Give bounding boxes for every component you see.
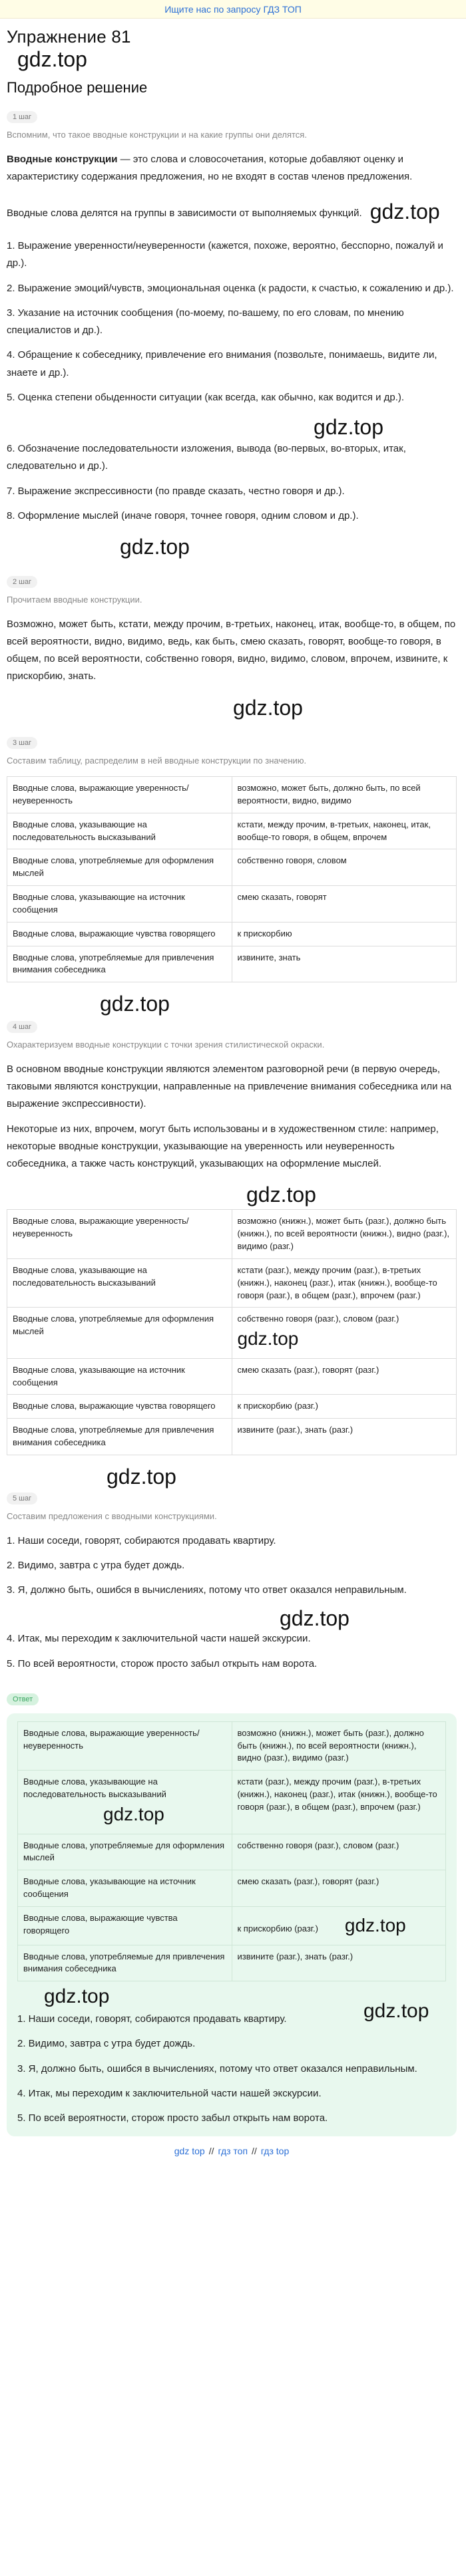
table-cell [18, 1771, 232, 1834]
sentence-item: 2. Видимо, завтра с утра будет дождь. [17, 2038, 196, 2050]
watermark: gdz.top [233, 695, 303, 720]
step-badge-3: 3 шаг [7, 737, 37, 749]
classification-table [7, 776, 457, 982]
table-row [18, 1771, 446, 1834]
table-cell-text: собственно говоря (разг.), словом (разг.) [237, 1314, 399, 1324]
table-row [7, 886, 457, 923]
watermark: gdz.top [237, 1328, 299, 1350]
table-cell: Вводные слова, указывающие на последовательность высказываний [7, 1258, 232, 1308]
group-item: 5. Оценка степени обыденности ситуации (как всегда, как обычно, как водится и др.). [7, 391, 405, 403]
table-row [18, 1870, 446, 1907]
group-item: 3. Указание на источник сообщения (по-моему, по-вашему, по его словам, по мнению специалистов и др.). [7, 307, 404, 336]
table-row [7, 777, 457, 813]
groups-intro [7, 193, 457, 230]
step-4-description: Охарактеризуем вводные конструкции с точки зрения стилистической окраски. [7, 1040, 325, 1050]
step-3-description: Составим таблицу, распределим в ней вводные конструкции по значению. [7, 755, 307, 766]
watermark: gdz.top [280, 1606, 350, 1631]
table-cell: Вводные слова, употребляемые для оформления мыслей [7, 849, 232, 886]
table-cell: извините, знать [232, 946, 457, 982]
table-row [7, 813, 457, 849]
table-cell: кстати (разг.), между прочим (разг.), в-третьих (книжн.), наконец (разг.), итак (книжн.), вообще-то говоря (разг.), в общем (разг.), впрочем (разг.) [232, 1258, 457, 1308]
watermark: gdz.top [17, 47, 87, 71]
table-cell: Вводные слова, употребляемые для привлечения внимания собеседника [18, 1945, 232, 1981]
style-table [7, 1209, 457, 1455]
table-cell: Вводные слова, указывающие на последовательность высказываний [7, 813, 232, 849]
step-1-description: Вспомним, что такое вводные конструкции и на какие группы они делятся. [7, 130, 307, 140]
table-cell [232, 1308, 457, 1358]
table-cell: смею сказать (разг.), говорят (разг.) [232, 1870, 446, 1907]
top-banner[interactable]: Ищите нас по запросу ГДЗ ТОП [0, 0, 466, 19]
table-row [7, 1258, 457, 1308]
table-row [18, 1834, 446, 1870]
table-cell: кстати, между прочим, в-третьих, наконец, итак, вообще-то говоря, в общем, впрочем [232, 813, 457, 849]
group-item: 1. Выражение уверенности/неуверенности (кажется, похоже, вероятно, бесспорно, пожалуй и др.). [7, 240, 443, 269]
sentence-item: 5. По всей вероятности, сторож просто забыл открыть нам ворота. [17, 2112, 328, 2124]
table-cell: Вводные слова, выражающие уверенность/неуверенность [18, 1721, 232, 1771]
sentence-item: 1. Наши соседи, говорят, собираются продавать квартиру. [7, 1534, 276, 1546]
sentence-item: 2. Видимо, завтра с утра будет дождь. [7, 1559, 185, 1571]
group-item: 6. Обозначение последовательности изложения, вывода (во-первых, во-вторых, итак, следовательно и др.). [7, 443, 406, 472]
table-cell: к прискорбию (разг.) [232, 1395, 457, 1419]
footer-link[interactable]: гдз top [260, 2146, 290, 2157]
answer-box [7, 1713, 457, 2137]
table-row [18, 1906, 446, 1945]
table-cell-text: к прискорбию (разг.) [237, 1923, 318, 1933]
watermark: gdz.top [44, 1985, 110, 2008]
step-2-description: Прочитаем вводные конструкции. [7, 595, 142, 605]
sentence-item: 4. Итак, мы переходим к заключительной части нашей экскурсии. [17, 2087, 322, 2099]
table-cell: извините (разг.), знать (разг.) [232, 1945, 446, 1981]
table-row [7, 1419, 457, 1455]
watermark: gdz.top [100, 992, 170, 1016]
sentence-item: 5. По всей вероятности, сторож просто забыл открыть нам ворота. [7, 1657, 318, 1669]
table-cell: Вводные слова, употребляемые для привлечения внимания собеседника [7, 946, 232, 982]
footer-separator: // [208, 2146, 214, 2157]
table-cell: собственно говоря (разг.), словом (разг.) [232, 1834, 446, 1870]
table-cell: Вводные слова, употребляемые для привлечения внимания собеседника [7, 1419, 232, 1455]
table-cell [232, 1906, 446, 1945]
table-cell: кстати (разг.), между прочим (разг.), в-третьих (книжн.), наконец (разг.), итак (книжн.), вообще-то говоря (разг.), в общем (разг.), впрочем (разг.) [232, 1771, 446, 1834]
table-cell: Вводные слова, указывающие на источник сообщения [7, 886, 232, 923]
page-title: Упражнение 81 [7, 27, 131, 47]
group-item: 4. Обращение к собеседнику, привлечение его внимания (позвольте, понимаешь, видите ли, знаете и др.). [7, 349, 437, 378]
footer-link[interactable]: гдз топ [218, 2146, 248, 2157]
table-row [7, 922, 457, 946]
table-cell: Вводные слова, выражающие чувства говорящего [18, 1906, 232, 1945]
table-cell: Вводные слова, указывающие на источник сообщения [18, 1870, 232, 1907]
footer-links [7, 2146, 457, 2156]
table-cell-text: Вводные слова, указывающие на последовательность высказываний [23, 1777, 166, 1800]
watermark: gdz.top [363, 2000, 429, 2023]
table-row [7, 1308, 457, 1358]
table-cell: смею сказать (разг.), говорят (разг.) [232, 1358, 457, 1395]
table-cell: собственно говоря, словом [232, 849, 457, 886]
table-cell: Вводные слова, выражающие уверенность/неуверенность [7, 1210, 232, 1259]
sentence-item: 1. Наши соседи, говорят, собираются продавать квартиру. [17, 2013, 287, 2025]
watermark: gdz.top [107, 1465, 176, 1489]
table-cell: возможно, может быть, должно быть, по всей вероятности, видно, видимо [232, 777, 457, 813]
definition-paragraph [7, 151, 457, 186]
table-cell: извините (разг.), знать (разг.) [232, 1419, 457, 1455]
table-row [7, 1210, 457, 1259]
words-list: Возможно, может быть, кстати, между прочим, в-третьих, наконец, итак, вообще-то, в общем, по всей вероятности, видно, видимо, ведь, как быть, смею сказать, говорят, вообще-то говоря, в общем, по всей вероятности, собственно говоря, видно, видимо, словом, впрочем, извините, к прискорбию, знать. [7, 618, 456, 682]
table-cell: Вводные слова, выражающие чувства говорящего [7, 922, 232, 946]
answer-badge: Ответ [7, 1693, 39, 1705]
watermark: gdz.top [103, 1803, 164, 1824]
main-content [0, 27, 466, 2156]
group-item: 8. Оформление мыслей (иначе говоря, точнее говоря, одним словом и др.). [7, 509, 359, 521]
step-badge-2: 2 шаг [7, 576, 37, 588]
watermark: gdz.top [246, 1183, 316, 1207]
table-cell: Вводные слова, выражающие чувства говорящего [7, 1395, 232, 1419]
watermark: gdz.top [120, 535, 190, 559]
table-row [18, 1721, 446, 1771]
table-row [18, 1945, 446, 1981]
table-cell: Вводные слова, употребляемые для оформления мыслей [18, 1834, 232, 1870]
group-item: 2. Выражение эмоций/чувств, эмоциональная оценка (к радости, к счастью, к сожалению и др.). [7, 282, 454, 294]
step-badge-1: 1 шаг [7, 111, 37, 123]
watermark: gdz.top [314, 415, 383, 439]
step-badge-5: 5 шаг [7, 1493, 37, 1504]
footer-separator: // [252, 2146, 257, 2157]
footer-link[interactable]: gdz top [174, 2146, 205, 2157]
table-row [7, 1358, 457, 1395]
table-row [7, 849, 457, 886]
step-badge-4: 4 шаг [7, 1021, 37, 1033]
groups-intro-text: Вводные слова делятся на группы в зависимости от выполняемых функций. [7, 208, 362, 219]
style-paragraph: Некоторые из них, впрочем, могут быть использованы и в художественном стиле: например, некоторые вводные конструкции, указывающие на уверенность или неуверенность собеседника, а также часть конструкций, указывающих на оформление мыслей. [7, 1123, 439, 1170]
answer-table [17, 1721, 446, 1981]
table-cell: смею сказать, говорят [232, 886, 457, 923]
sentence-item: 4. Итак, мы переходим к заключительной части нашей экскурсии. [7, 1633, 311, 1645]
definition-term: Вводные конструкции [7, 153, 118, 165]
sentence-item: 3. Я, должно быть, ошибся в вычислениях, потому что ответ оказался неправильным. [17, 2063, 417, 2075]
table-cell: возможно (книжн.), может быть (разг.), должно быть (книжн.), по всей вероятности (книжн.), видно (разг.), видимо (разг.) [232, 1721, 446, 1771]
table-row [7, 946, 457, 982]
style-paragraph: В основном вводные конструкции являются элементом разговорной речи (в первую очередь, таковыми являются конструкции, направленные на привлечение внимания собеседника или на выражение экспрессивности). [7, 1063, 452, 1110]
watermark: gdz.top [344, 1914, 406, 1935]
table-cell: Вводные слова, выражающие уверенность/неуверенность [7, 777, 232, 813]
table-cell: к прискорбию [232, 922, 457, 946]
definition-text: — это слова и словосочетания, которые добавляют оценку и характеристику содержания предложения, но не входят в состав членов предложения. [7, 153, 413, 182]
table-cell: возможно (книжн.), может быть (разг.), должно быть (книжн.), по всей вероятности (книжн.), видно (разг.), видимо (разг.) [232, 1210, 457, 1259]
watermark: gdz.top [369, 200, 440, 223]
sentence-item: 3. Я, должно быть, ошибся в вычислениях, потому что ответ оказался неправильным. [7, 1584, 407, 1596]
table-cell: Вводные слова, указывающие на источник сообщения [7, 1358, 232, 1395]
table-row [7, 1395, 457, 1419]
section-title: Подробное решение [7, 79, 148, 96]
table-cell: Вводные слова, употребляемые для оформления мыслей [7, 1308, 232, 1358]
watermark-row [7, 47, 457, 76]
step-5-description: Составим предложения с вводными конструкциями. [7, 1511, 217, 1521]
group-item: 7. Выражение экспрессивности (по правде сказать, честно говоря и др.). [7, 485, 345, 497]
